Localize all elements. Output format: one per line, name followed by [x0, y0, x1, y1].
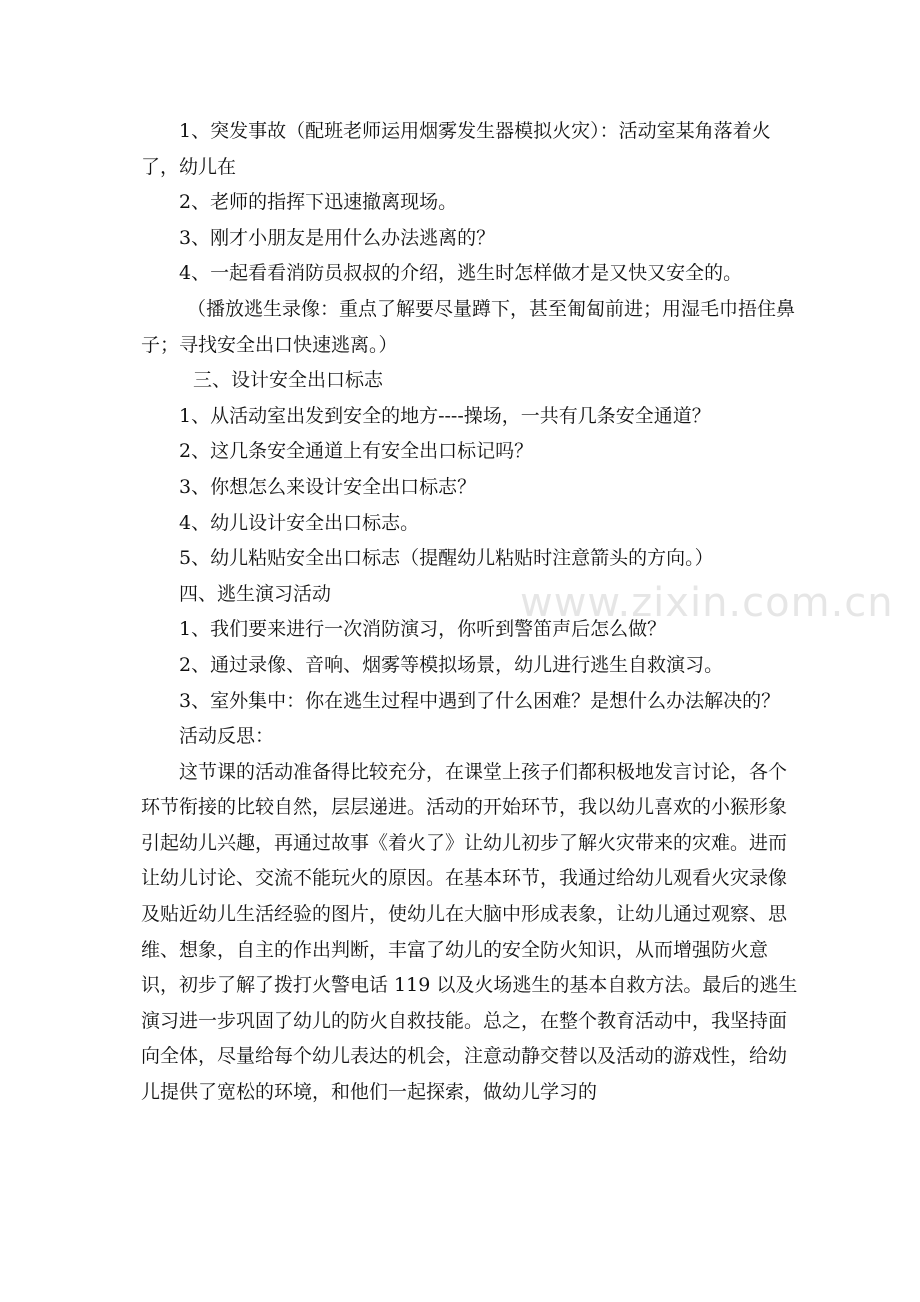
paragraph-13: 1、我们要来进行一次消防演习，你听到警笛声后怎么做？	[179, 618, 667, 641]
reflection-heading: 活动反思：	[179, 725, 275, 748]
section-heading-3: 三、设计安全出口标志	[193, 369, 384, 392]
paragraph-8: 2、这几条安全通道上有安全出口标记吗？	[179, 440, 534, 463]
paragraph-9: 3、你想怎么来设计安全出口标志？	[179, 475, 477, 498]
paragraph-2: 2、老师的指挥下迅速撤离现场。	[179, 191, 458, 214]
paragraph-5: （播放逃生录像：重点了解要尽量蹲下，甚至匍匐前进；用湿毛巾捂住鼻子；寻找安全出口快速逃离。）	[141, 297, 796, 356]
paragraph-4: 4、一起看看消防员叔叔的介绍，逃生时怎样做才是又快又安全的。	[179, 262, 743, 285]
paragraph-14: 2、通过录像、音响、烟雾等模拟场景，幼儿进行逃生自救演习。	[179, 653, 724, 676]
paragraph-7: 1、从活动室出发到安全的地方----操场，一共有几条安全通道？	[179, 404, 711, 427]
watermark: www.zixin.com.cn	[520, 580, 894, 626]
paragraph-3: 3、刚才小朋友是用什么办法逃离的？	[179, 226, 496, 249]
section-heading-4: 四、逃生演习活动	[179, 582, 332, 605]
paragraph-11: 5、幼儿粘贴安全出口标志（提醒幼儿粘贴时注意箭头的方向。）	[179, 547, 714, 570]
paragraph-15: 3、室外集中：你在逃生过程中遇到了什么困难？是想什么办法解决的？	[179, 689, 781, 712]
paragraph-10: 4、幼儿设计安全出口标志。	[179, 511, 420, 534]
reflection-body: 这节课的活动准备得比较充分，在课堂上孩子们都积极地发言讨论，各个环节衔接的比较自然，层层递进。活动的开始环节，我以幼儿喜欢的小猴形象引起幼儿兴趣，再通过故事《着火了》让幼儿初步了解火灾带来的灾难。进而让幼儿讨论、交流不能玩火的原因。在基本环节，我通过给幼儿观看火灾录像及贴近幼儿生活经验的图片，使幼儿在大脑中形成表象，让幼儿通过观察、思维、想象，自主的作出判断，丰富了幼儿的安全防火知识，从而增强防火意识，初步了解了拨打火警电话 119 以及火场逃生的基本自救方法。最后的逃生演习进一步巩固了幼儿的防火自救技能。总之，在整个教育活动中，我坚持面向全体，尽量给每个幼儿表达的机会，注意动静交替以及活动的游戏性，给幼儿提供了宽松的环境，和他们一起探索，做幼儿学习的	[141, 760, 798, 1104]
paragraph-1: 1、突发事故（配班老师运用烟雾发生器模拟火灾）：活动室某角落着火了，幼儿在	[141, 120, 771, 178]
document-body	[141, 114, 801, 1111]
